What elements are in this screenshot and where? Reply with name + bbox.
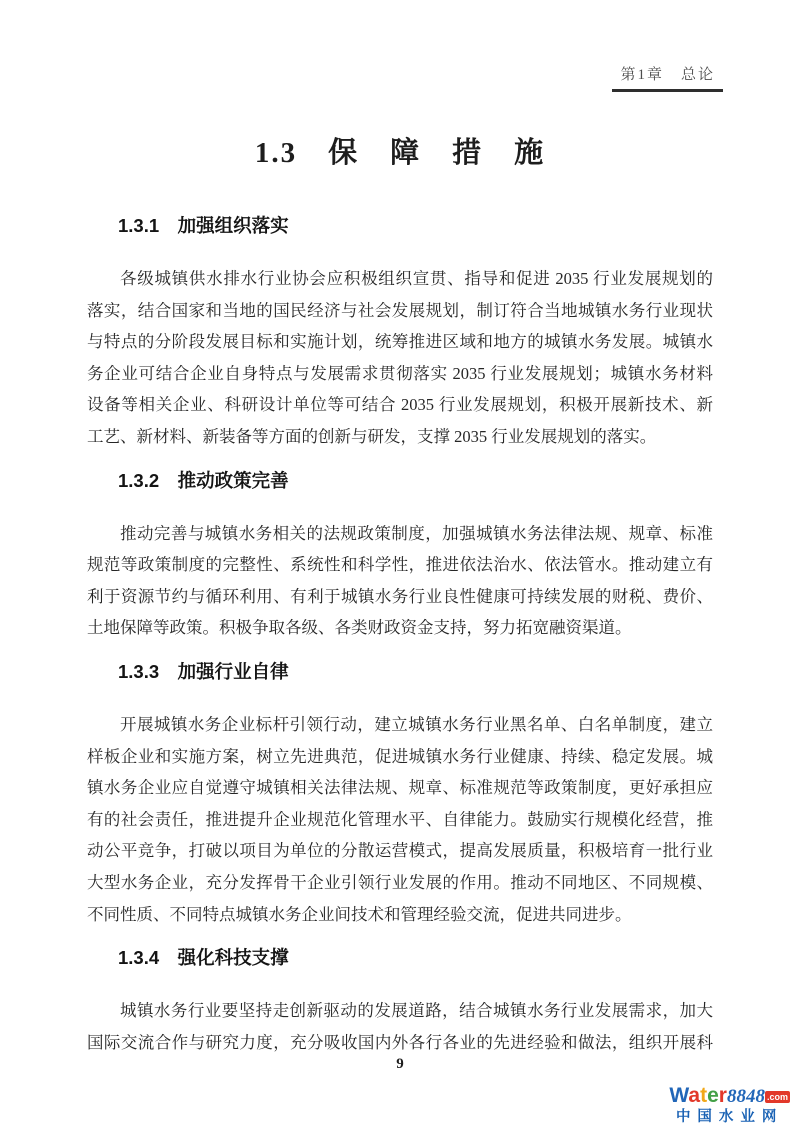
running-header-chapter: 第1章 总论 bbox=[612, 63, 723, 92]
logo-letter: r bbox=[718, 1083, 727, 1107]
subsection-heading-1-3-4: 1.3.4 强化科技支撑 bbox=[118, 947, 289, 969]
paragraph-line: 城镇水务行业要坚持走创新驱动的发展道路，结合城镇水务行业发展需求，加大 bbox=[120, 1001, 713, 1021]
paragraph bbox=[87, 263, 713, 453]
paragraph-line: 镇水务企业应自觉遵守城镇相关法律法规、规章、标准规范等政策制度，更好承担应 bbox=[87, 778, 713, 798]
subsection-heading-1-3-1: 1.3.1 加强组织落实 bbox=[118, 215, 289, 236]
paragraph-line: 动公平竞争，打破以项目为单位的分散运营模式，提高发展质量，积极培育一批行业 bbox=[87, 841, 713, 861]
section-title: 1.3 保 障 措 施 bbox=[254, 137, 546, 169]
paragraph-line: 样板企业和实施方案，树立先进典范，促进城镇水务行业健康、持续、稳定发展。城 bbox=[87, 746, 713, 766]
paragraph-line: 大型水务企业，充分发挥骨干企业引领行业发展的作用。推动不同地区、不同规模、 bbox=[87, 872, 713, 892]
subsection-heading-1-3-3: 1.3.3 加强行业自律 bbox=[118, 660, 289, 682]
paragraph-line: 不同性质、不同特点城镇水务企业间技术和管理经验交流，促进共同进步。 bbox=[87, 904, 632, 924]
paragraph bbox=[87, 518, 713, 644]
paragraph bbox=[87, 709, 713, 930]
paragraph-line: 落实，结合国家和当地的国民经济与社会发展规划，制订符合当地城镇水务行业现状 bbox=[87, 300, 713, 320]
paragraph-line: 利于资源节约与循环利用、有利于城镇水务行业良性健康可持续发展的财税、费价、 bbox=[87, 586, 713, 606]
logo-tagline: 中国水业网 bbox=[675, 1108, 784, 1125]
logo-letter: t bbox=[700, 1083, 708, 1107]
paragraph-line: 开展城镇水务企业标杆引领行动，建立城镇水务行业黑名单、白名单制度，建立 bbox=[120, 714, 713, 734]
paragraph-line: 规范等政策制度的完整性、系统性和科学性，推进依法治水、依法管水。推动建立有 bbox=[87, 555, 713, 575]
logo-letter: W bbox=[669, 1083, 689, 1107]
water8848-wordmark bbox=[669, 1085, 790, 1106]
logo-letter: a bbox=[688, 1083, 701, 1107]
logo-letter: e bbox=[707, 1083, 719, 1107]
paragraph-line: 工艺、新材料、新装备等方面的创新与研发，支撑 2035 行业发展规划的落实。 bbox=[87, 426, 657, 446]
page-content bbox=[87, 0, 713, 1074]
paragraph-line: 有的社会责任，推进提升企业规范化管理水平、自律能力。鼓励实行规模化经营，推 bbox=[87, 809, 713, 829]
water8848-logo[interactable] bbox=[669, 1085, 790, 1125]
page-number: 9 bbox=[396, 1056, 404, 1072]
paragraph-line: 务企业可结合企业自身特点与发展需求贯彻落实 2035 行业发展规划；城镇水务材料 bbox=[87, 363, 713, 383]
subsection-heading-1-3-2: 1.3.2 推动政策完善 bbox=[118, 469, 289, 491]
paragraph-line: 与特点的分阶段发展目标和实施计划，统筹推进区域和地方的城镇水务发展。城镇水 bbox=[87, 332, 713, 352]
paragraph-line: 土地保障等政策。积极争取各级、各类财政资金支持，努力拓宽融资渠道。 bbox=[87, 618, 632, 638]
logo-tld: .com bbox=[766, 1091, 788, 1102]
paragraph-line: 推动完善与城镇水务相关的法规政策制度，加强城镇水务法律法规、规章、标准 bbox=[120, 523, 713, 543]
logo-number: 8848 bbox=[726, 1085, 765, 1107]
paragraph bbox=[87, 995, 713, 1058]
paragraph-line: 国际交流合作与研究力度，充分吸收国内外各行各业的先进经验和做法，组织开展科 bbox=[87, 1032, 713, 1052]
paragraph-line: 各级城镇供水排水行业协会应积极组织宣贯、指导和促进 2035 行业发展规划的 bbox=[120, 269, 713, 288]
paragraph-line: 设备等相关企业、科研设计单位等可结合 2035 行业发展规划，积极开展新技术、新 bbox=[87, 395, 713, 415]
